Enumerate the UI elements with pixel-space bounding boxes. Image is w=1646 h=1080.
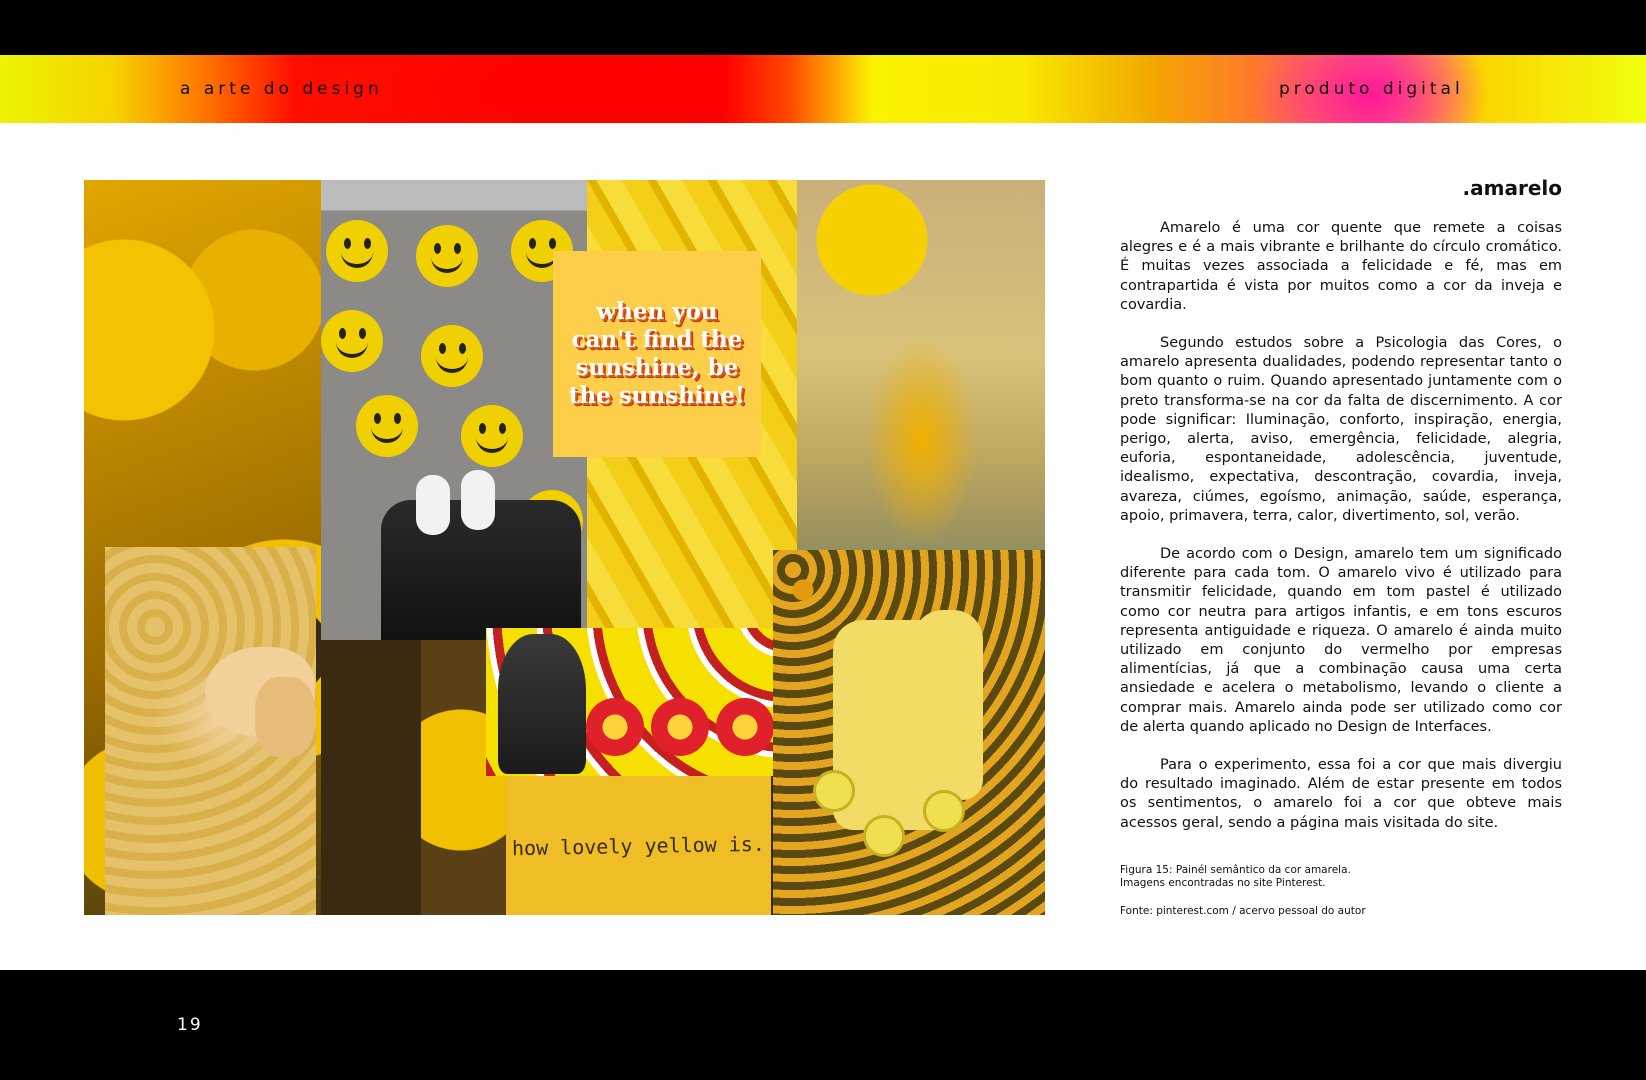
smiley-icon — [416, 225, 478, 287]
lollipop-icon — [586, 698, 644, 756]
header-right-label: produto digital — [1279, 79, 1464, 99]
caption-line: Figura 15: Painél semântico da cor amarela. — [1120, 864, 1351, 876]
paragraph: De acordo com o Design, amarelo tem um significado diferente para cada tom. O amarelo vivo é utilizado para transmitir felicidade, quando em tom pastel é utilizado como cor neutra para artigos infantis, e em tons escuros representa antiguidade e riqueza. O amarelo é ainda muito utilizado em conjunto do vermelho por empresas alimentícias, já que a combinação causa uma certa ansiedade e acelera o metabolismo, levando o cliente a comprar mais. Amarelo ainda pode ser utilizado como cor de alerta quando aplicado no Design de Interfaces. — [1120, 546, 1562, 735]
wheel-shape — [863, 815, 905, 857]
puppy-ear-shape — [255, 677, 315, 757]
smiley-icon — [326, 220, 388, 282]
puppy-photo — [105, 547, 316, 915]
header-gradient-band — [0, 55, 1646, 123]
smiley-icon — [356, 395, 418, 457]
lollipop-icon — [651, 698, 709, 756]
dali-lollipops-artwork — [486, 628, 780, 776]
smiley-icon — [321, 310, 383, 372]
paragraph: Segundo estudos sobre a Psicologia das Cores, o amarelo apresenta dualidades, podendo representar tanto o bom quanto o ruim. Quando apresentado juntamente com o preto transforma-se na cor da falta de discernimento. A cor pode significar: Iluminação, conforto, inspiração, energia, perigo, alerta, aviso, emergência, felicidade, alegria, euforia, espontaneidade, adolescência, juventude, idealismo, expectativa, descontração, covardia, inveja, avareza, ciúmes, egoísmo, animação, saúde, esperança, apoio, primavera, terra, calor, divertimento, sol, verão. — [1120, 335, 1562, 524]
figure-caption — [1120, 864, 1562, 890]
handwritten-note-photo — [506, 776, 771, 915]
quote-card — [553, 251, 761, 457]
page-number: 19 — [177, 1015, 203, 1035]
sneaker-shape — [416, 475, 450, 535]
article-body — [1120, 219, 1562, 852]
top-black-bar — [0, 0, 1646, 55]
woman-umbrella-painting — [797, 180, 1045, 570]
caption-line: Imagens encontradas no site Pinterest. — [1120, 877, 1326, 889]
bottom-black-bar — [0, 970, 1646, 1080]
paragraph: Amarelo é uma cor quente que remete a coisas alegres e é a mais vibrante e brilhante do círculo cromático. É muitas vezes associada a felicidade e fé, mas em contrapartida é vista por muitos como a cor da inveja e covardia. — [1120, 220, 1562, 313]
semantic-panel-collage — [84, 180, 1045, 915]
roller-skates-photo — [773, 550, 1045, 915]
smiley-icon — [421, 325, 483, 387]
wheel-shape — [923, 790, 965, 832]
quote-text: when you can't find the sunshine, be the sunshine! — [568, 298, 746, 409]
figure-source: Fonte: pinterest.com / acervo pessoal do autor — [1120, 905, 1366, 917]
paragraph: Para o experimento, essa foi a cor que mais divergiu do resultado imaginado. Além de estar presente em todos os sentimentos, o amarelo foi a cor que obteve mais acessos geral, sendo a página mais visitada do site. — [1120, 757, 1562, 831]
sneaker-shape — [461, 470, 495, 530]
skate-shape — [913, 610, 983, 800]
smiley-icon — [461, 405, 523, 467]
wheel-shape — [813, 770, 855, 812]
portrait-shape — [498, 634, 586, 774]
smiley-sidewalk-photo — [321, 180, 587, 640]
lollipop-icon — [716, 698, 774, 756]
article-title: .amarelo — [1462, 176, 1562, 200]
handwritten-text: how lovely yellow is. — [511, 831, 766, 860]
header-left-label: a arte do design — [180, 79, 383, 99]
